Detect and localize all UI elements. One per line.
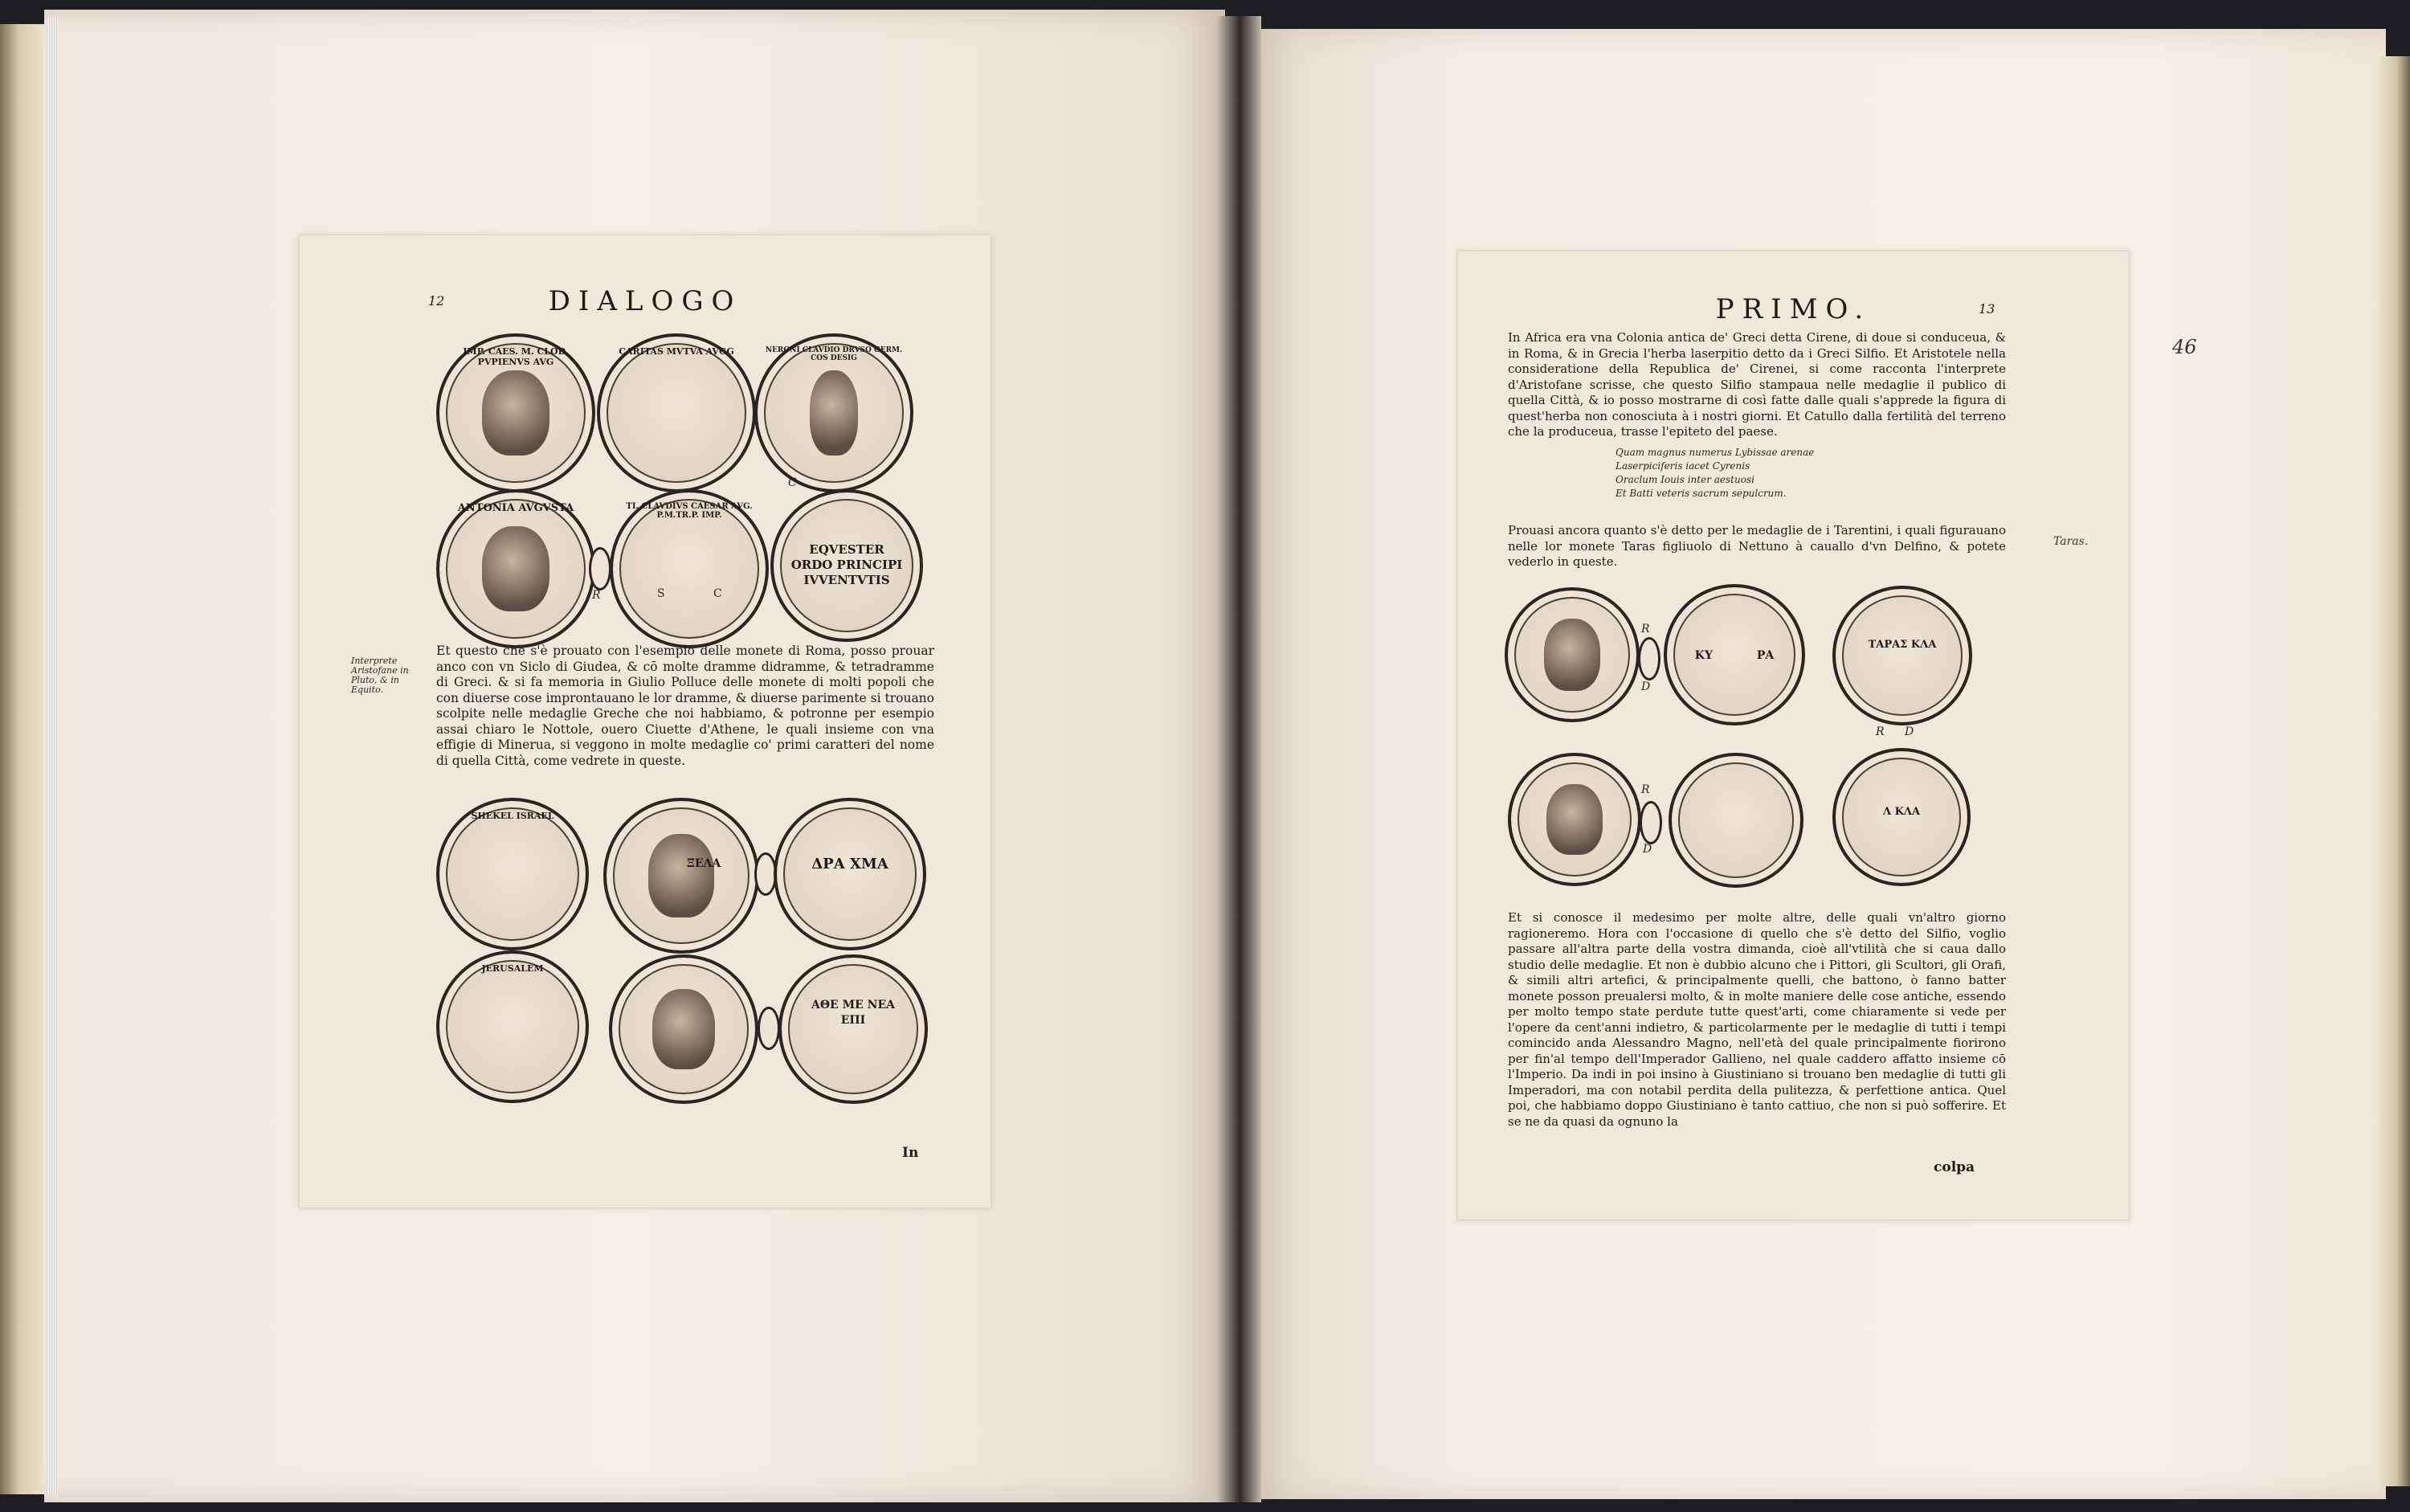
coin-top-1: [436, 333, 595, 492]
coin-legend: ANTONIA AVGVSTA: [457, 502, 574, 514]
coin-legend: ΞΕΛΑ: [687, 857, 721, 870]
left-header: DIALOGO: [548, 285, 742, 317]
coin-marker: R: [592, 589, 601, 602]
handwritten-margin-note: Taras.: [2053, 535, 2089, 548]
catchword: In: [902, 1145, 919, 1161]
coin-top-4: [436, 489, 595, 648]
coin-legend: ΔΡΑ ΧΜΑ: [811, 856, 888, 873]
coin-legend: TI. CLAVDIVS CAESAR AVG. P.M.TR.P. IMP.: [626, 502, 753, 520]
book-gutter: [1217, 16, 1261, 1502]
right-header: PRIMO.: [1715, 293, 1872, 325]
left-page-number: 12: [428, 293, 445, 309]
coin-portrait: [810, 370, 859, 456]
coin-marker: S: [657, 587, 665, 600]
coin-edge-oval: [758, 1007, 780, 1050]
verse-line: Laserpiciferis iacet Cyrenis: [1616, 460, 1750, 472]
coin-portrait: [482, 370, 549, 456]
coin-legend: ΚΥ ΡΑ: [1694, 648, 1775, 662]
coin-legend: EQVESTER ORDO PRINCIPI IVVENTVTIS: [790, 541, 903, 587]
taras-dolphin-coin: [1832, 586, 1972, 725]
verse-block: [1616, 446, 1814, 501]
tarentine-coin-1: [1505, 587, 1640, 722]
right-binding: [2378, 56, 2410, 1486]
coin-top-6: [770, 489, 923, 642]
coin-legend: JERUSALEM: [481, 963, 544, 974]
left-printed-sheet: [299, 235, 991, 1208]
coin-top-3: [754, 333, 913, 492]
verse-line: Quam magnus numerus Lybissae arenae: [1616, 447, 1815, 458]
coin-top-2: [597, 333, 756, 492]
coin-portrait: [1546, 784, 1603, 855]
body-paragraph: Et questo che s'è prouato con l'esempio delle monete di Roma, posso prouar anco con vn Siclo di Giudea, & cō molte dramme didramme, & tetradramme di Greci. & si fa memoria in Giulio Polluce delle monete di molti popoli che con diuerse cose improntauano le lor dramme, & diuerse parimente si trouano scolpite nelle medaglie Greche che noi habbiamo, & potronne per esempio assai chiaro le Nottole, ouero Ciuette d'Athene, le quali insieme con vna effigie di Minerua, si veggono in molte medaglie co' primi caratteri del nome di quella Città, come vedrete in queste.: [436, 644, 934, 768]
tarentine-coin-2: [1508, 753, 1641, 886]
coin-bottom-1: [436, 798, 589, 950]
coin-legend: ΤΑΡΑΣ ΚΛΑ: [1868, 638, 1937, 651]
coin-legend: CARITAS MVTVA AVGG: [619, 346, 734, 357]
coin-bottom-5: [609, 954, 758, 1104]
coin-marker: R: [1641, 783, 1650, 796]
coin-legend: IMP. CAES. M. CLOD. PVPIENVS AVG: [463, 346, 569, 367]
right-page-number: 13: [1979, 301, 1995, 317]
coin-legend: ΑΘΕ ΜΕ ΝΕΑ ΕΠΙ: [811, 998, 895, 1027]
margin-note: Interprete Aristofane in Pluto, & in Equito.: [351, 656, 409, 695]
coin-marker: D: [1905, 725, 1914, 738]
coin-marker: D: [1641, 680, 1651, 693]
coin-bottom-2: [603, 798, 759, 954]
verse-line: Et Batti veteris sacrum sepulcrum.: [1616, 488, 1787, 499]
coin-marker: C: [713, 587, 722, 600]
coin-edge-oval: [589, 547, 611, 590]
coin-marker: R: [1641, 623, 1650, 635]
verse-line: Oraclum Iouis inter aestuosi: [1616, 474, 1754, 485]
coin-bottom-6: [778, 954, 928, 1104]
coin-edge-oval: [1640, 801, 1662, 844]
handwritten-page-number: 46: [2172, 336, 2197, 358]
right-printed-sheet: [1457, 251, 2130, 1220]
coin-marker: D: [1643, 843, 1652, 856]
coin-legend: NERONI CLAVDIO DRVSO GERM. COS DESIG: [765, 346, 903, 362]
coin-legend: SHEKEL ISRAEL: [471, 811, 554, 821]
coin-portrait: [652, 989, 715, 1069]
horseman-coin: [1832, 748, 1971, 886]
coin-edge-oval: [1638, 637, 1660, 680]
coin-portrait: [1544, 619, 1600, 691]
silphium-coin-2: [1669, 753, 1803, 888]
coin-marker: C: [788, 476, 797, 489]
paragraph-3: Et si conosce il medesimo per molte altre, delle quali vn'altro giorno ragioneremo. Hora con l'occasione di quello che s'è detto del Silfio, voglio passare all'altra parte della vostra dimanda, cioè all'vtilità che si caua dallo studio delle medaglie. Et non è dubbio alcuno che i Pittori, gli Scultori, gli Orafi, & simili altri artefici, & principalmente quelli, che battono, ò fanno batter monete posson preualersi molto, & in molte maniere delle cose antiche, essendo per molto tempo state perdute tutte quest'arti, come chiaramente si vede per l'opere da cent'anni indietro, & particolarmente per le medaglie di tutti i tempi comincido anda Alessandro Magno, nell'età del quale principalmente fiorirono per fin'al tempo dell'Imperador Gallieno, nel quale caddero affatto insieme cō l'Imperio. Da indi in poi insino à Giustiniano si trouano ben medaglie di tutti gli Imperadori, ma con notabil perdita della pulitezza, & perfettione antica. Quel poi, che habbiamo doppo Giustiniano è tanto cattiuo, che non si può sofferire. Et se ne da quasi da ognuno la: [1508, 910, 2006, 1129]
paragraph-1: In Africa era vna Colonia antica de' Greci detta Cirene, di doue si conduceua, & in Roma, & in Grecia l'herba laserpitio detto da i Greci Silfio. Et Aristotele nella consideratione della Republica de' Cirenei, si come racconta l'interprete d'Aristofane scrisse, che questo Silfio stampaua nelle medaglie il publico di quella Città, & io posso mostrarne di così fatte dalle quali s'apprede la figura di quest'herba non conosciuta à i nostri giorni. Et Catullo dalla fertilità del terreno che la produceua, trasse l'epiteto del paese.: [1508, 330, 2006, 439]
coin-portrait: [482, 526, 549, 611]
silphium-coin-1: [1664, 584, 1805, 725]
page-edges: [47, 16, 58, 1494]
coin-bottom-3: [774, 798, 926, 950]
coin-top-5: [610, 489, 769, 648]
coin-portrait: [648, 834, 714, 917]
catchword: colpa: [1934, 1159, 1975, 1175]
coin-legend: Λ ΚΛΑ: [1882, 805, 1921, 818]
left-binding: [0, 24, 48, 1494]
coin-bottom-4: [436, 950, 589, 1103]
paragraph-2: Prouasi ancora quanto s'è detto per le medaglie de i Tarentini, i quali figurauano nelle lor monete Taras figliuolo di Nettuno à cauallo d'vn Delfino, & potete vederlo in queste.: [1508, 523, 2006, 569]
coin-marker: R: [1876, 725, 1885, 738]
